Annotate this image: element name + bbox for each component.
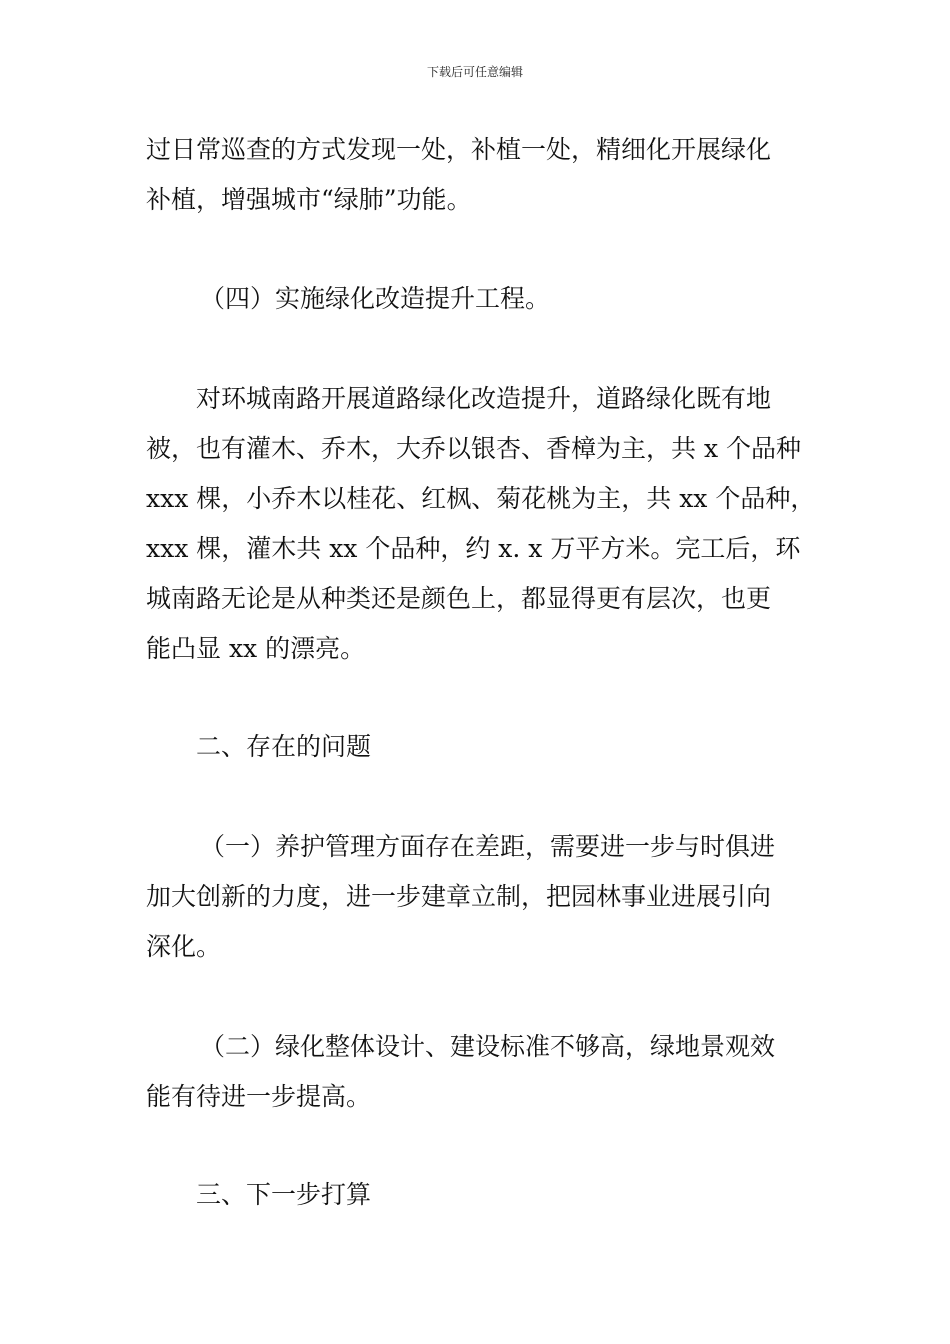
- text-line: （二）绿化整体设计、建设标准不够高，绿地景观效: [200, 1032, 776, 1061]
- text-line: 补植，增强城市“绿肺”功能。: [146, 185, 472, 214]
- text-line: 城南路无论是从种类还是颜色上，都显得更有层次，也更: [146, 584, 772, 613]
- text-line: 三、下一步打算: [196, 1180, 372, 1209]
- section-heading-next-steps: [146, 1170, 836, 1220]
- text-line: 加大创新的力度，进一步建章立制，把园林事业进展引向: [146, 882, 772, 911]
- text-line: 深化。: [146, 932, 222, 961]
- page-header: 下载后可任意编辑: [426, 65, 523, 79]
- paragraph-greening-replanting: [146, 125, 836, 225]
- text-line: 能有待进一步提高。: [146, 1082, 372, 1111]
- text-line: 能凸显 xx 的漂亮。: [146, 634, 366, 663]
- paragraph-problem-1: [146, 822, 836, 972]
- text-line: xxx 棵，小乔木以桂花、红枫、菊花桃为主，共 xx 个品种，: [146, 484, 816, 513]
- paragraph-problem-2: [146, 1022, 836, 1122]
- text-line: 对环城南路开展道路绿化改造提升，道路绿化既有地: [196, 384, 772, 413]
- subheading-greening-upgrade: [146, 274, 836, 324]
- paragraph-road-greening: [146, 374, 836, 674]
- text-line: xxx 棵，灌木共 xx 个品种，约 x. x 万平方米。完工后，环: [146, 534, 801, 563]
- text-line: 被，也有灌木、乔木，大乔以银杏、香樟为主，共 x 个品种: [146, 434, 801, 463]
- text-line: 二、存在的问题: [196, 732, 372, 761]
- text-line: 过日常巡查的方式发现一处，补植一处，精细化开展绿化: [146, 135, 772, 164]
- text-line: （四）实施绿化改造提升工程。: [200, 284, 551, 313]
- section-heading-problems: [146, 722, 836, 772]
- text-line: （一）养护管理方面存在差距，需要进一步与时俱进: [200, 832, 776, 861]
